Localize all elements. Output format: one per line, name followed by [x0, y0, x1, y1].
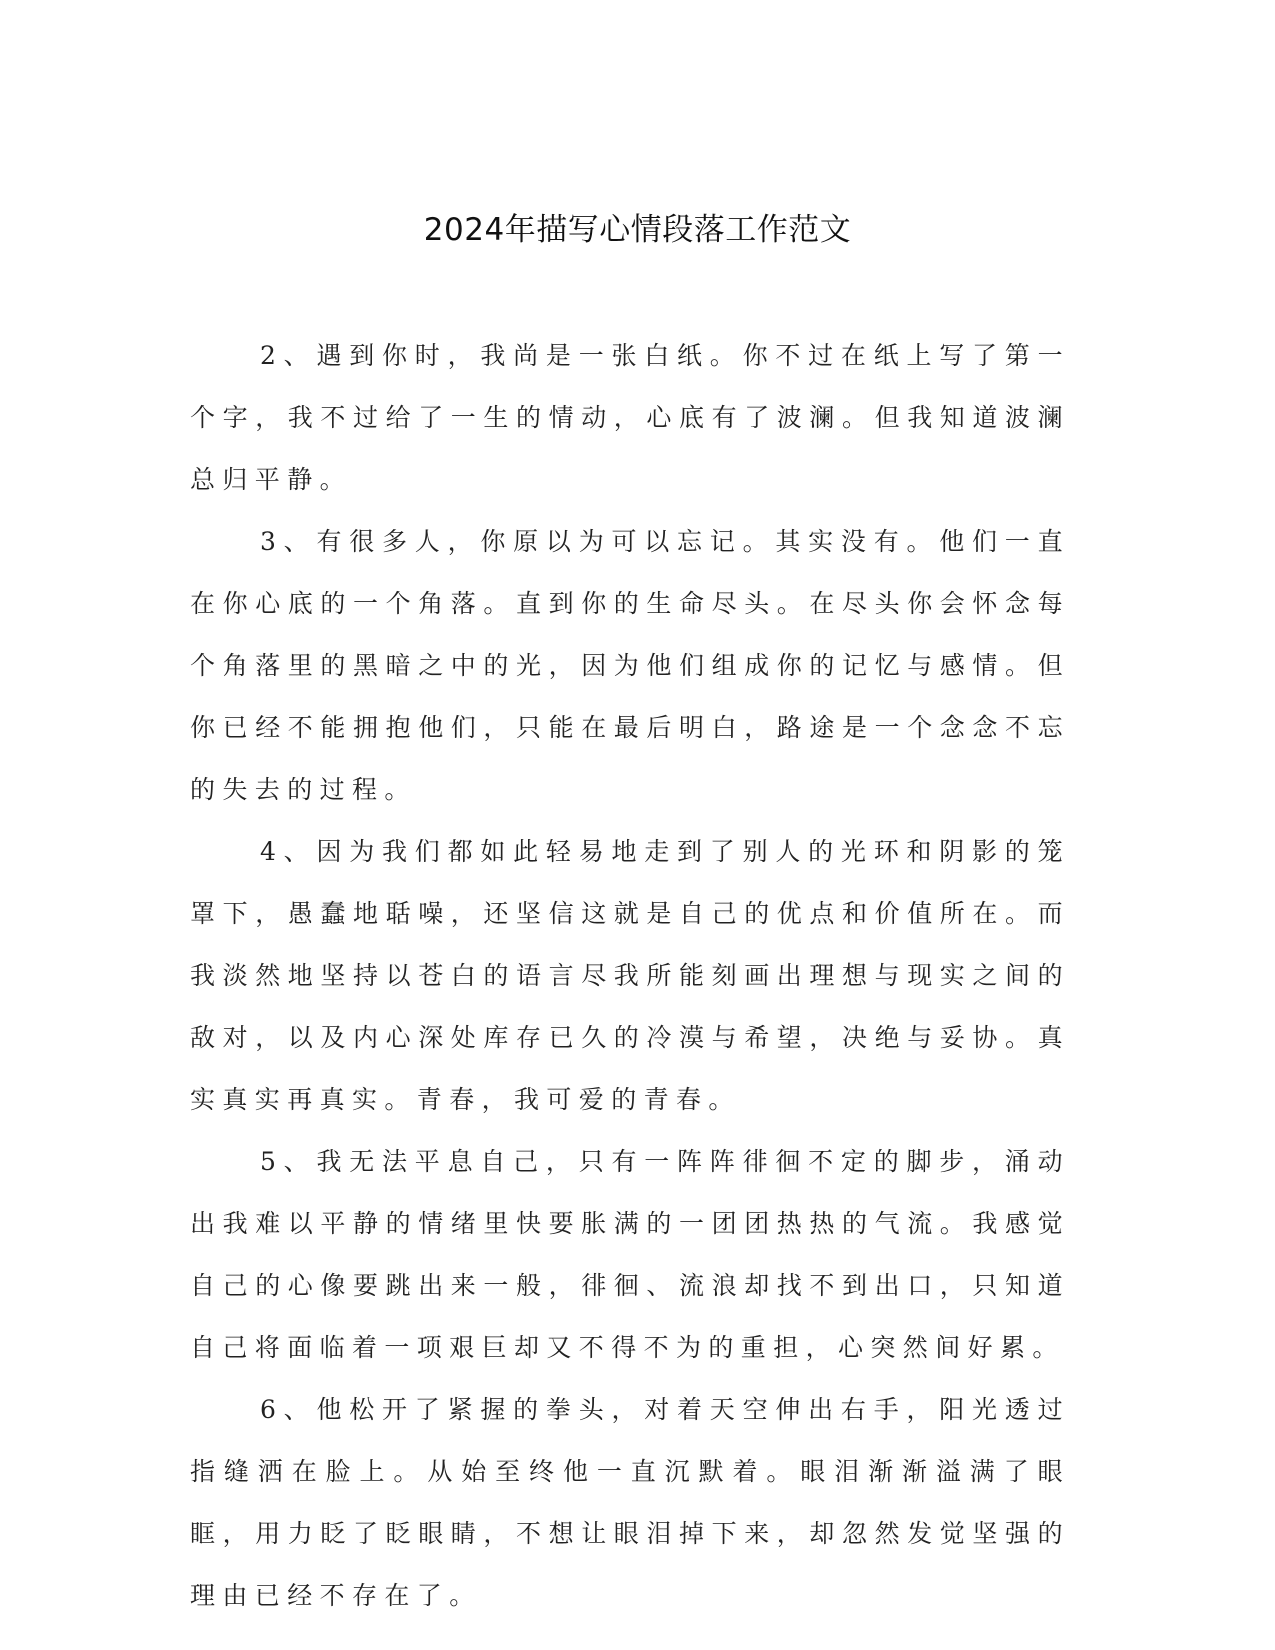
document-title: 2024年描写心情段落工作范文 — [423, 212, 852, 248]
paragraph-3: 3、有很多人，你原以为可以忘记。其实没有。他们一直在你心底的一个角落。直到你的生命尽头。在尽头你会怀念每个角落里的黑暗之中的光，因为他们组成你的记忆与感情。但你已经不能拥抱他们，只能在最后明白，路途是一个念念不忘的失去的过程。 — [190, 527, 1070, 804]
paragraph-2: 2、遇到你时，我尚是一张白纸。你不过在纸上写了第一个字，我不过给了一生的情动，心底有了波澜。但我知道波澜总归平静。 — [190, 341, 1070, 494]
paragraph-6: 6、他松开了紧握的拳头，对着天空伸出右手，阳光透过指缝洒在脸上。从始至终他一直沉默着。眼泪渐渐溢满了眼眶，用力眨了眨眼睛，不想让眼泪掉下来，却忽然发觉坚强的理由已经不存在了。 — [190, 1395, 1070, 1610]
paragraph-5: 5、我无法平息自己，只有一阵阵徘徊不定的脚步，涌动出我难以平静的情绪里快要胀满的一团团热热的气流。我感觉自己的心像要跳出来一般，徘徊、流浪却找不到出口，只知道自己将面临着一项艰巨却又不得不为的重担，心突然间好累。 — [190, 1147, 1070, 1362]
document-body — [190, 325, 1070, 1627]
paragraph-4: 4、因为我们都如此轻易地走到了别人的光环和阴影的笼罩下，愚蠢地聒噪，还坚信这就是自己的优点和价值所在。而我淡然地坚持以苍白的语言尽我所能刻画出理想与现实之间的敌对，以及内心深处库存已久的冷漠与希望，决绝与妥协。真实真实再真实。青春，我可爱的青春。 — [190, 837, 1070, 1114]
